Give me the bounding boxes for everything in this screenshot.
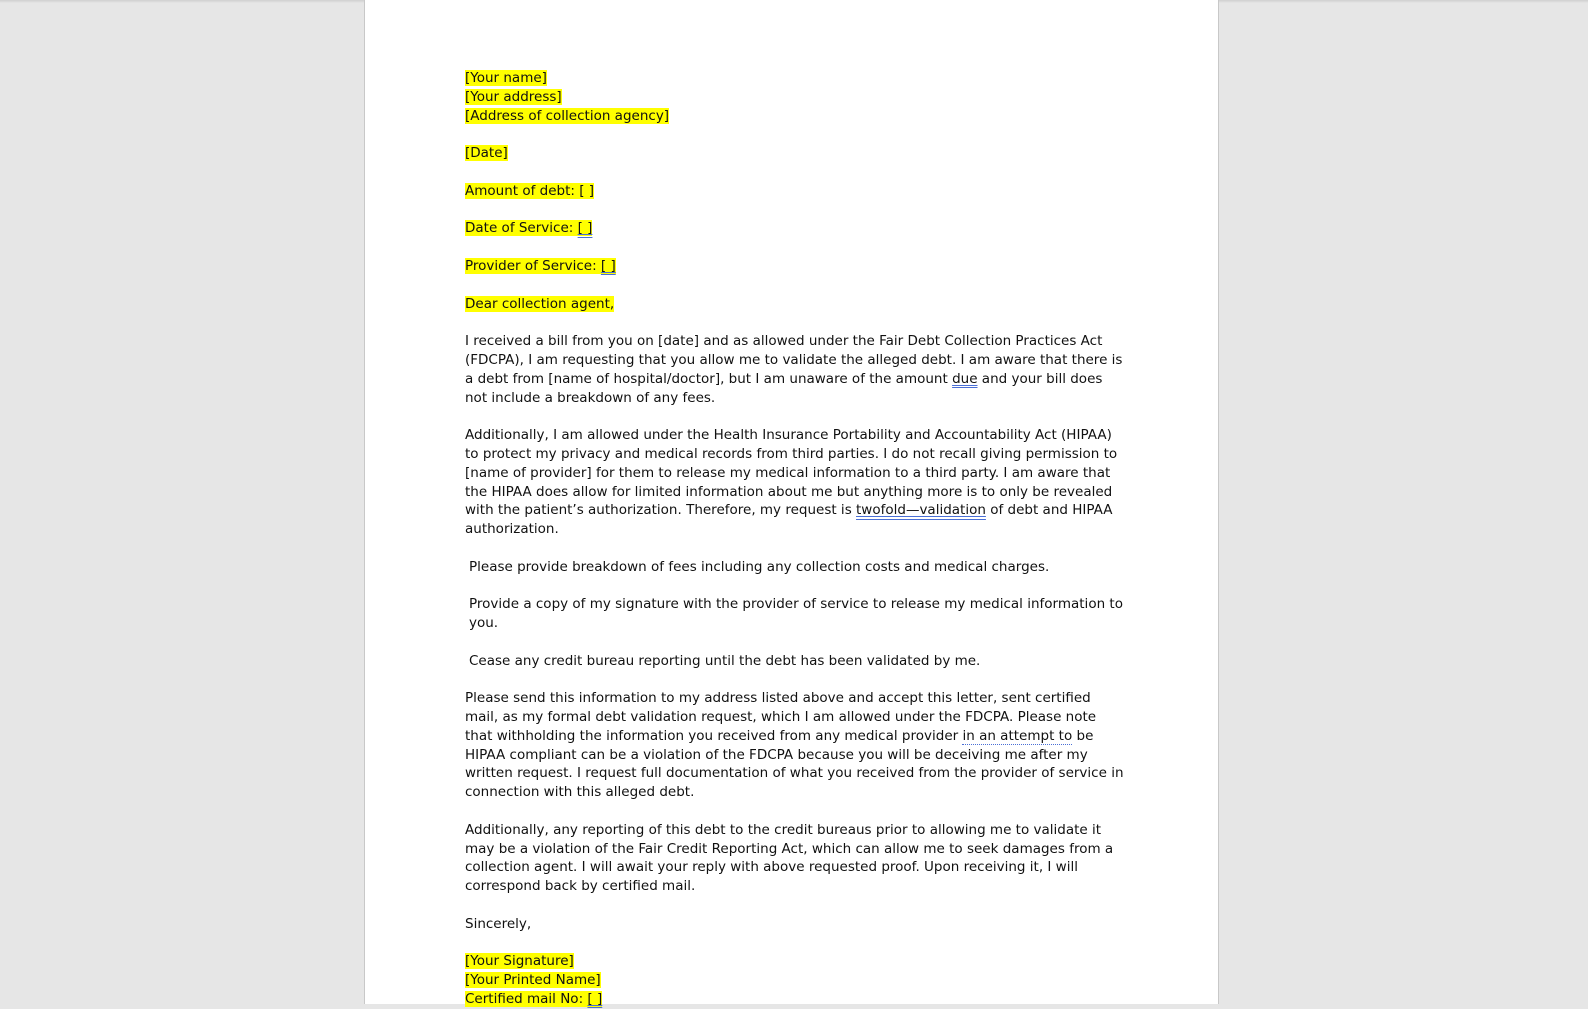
provider-label: Provider of Service: <box>465 257 601 274</box>
signature-field[interactable]: [Your Signature] <box>465 953 574 970</box>
paragraph-hipaa <box>465 426 1125 539</box>
paragraph-text: be HIPAA compliant can be a violation of the FDCPA because you will be deceiving me after my written request. I request full documentation of what you received from the provider of service in connection with this alleged debt. <box>465 727 1124 801</box>
proofing-flag-attempt[interactable]: in an attempt to <box>962 727 1073 744</box>
service-date-field[interactable]: [ ] <box>577 220 593 237</box>
document-page[interactable] <box>364 0 1219 1008</box>
amount-field[interactable]: [ ] <box>579 182 595 199</box>
document-body[interactable] <box>465 69 1125 1009</box>
your-name-field[interactable]: [Your name] <box>465 70 547 86</box>
proofing-flag-twofold[interactable]: twofold—validation <box>856 502 986 519</box>
paragraph-text: Additionally, I am allowed under the Health Insurance Portability and Accountability Act (HIPAA) to protect my privacy and medical records from third parties. I do not recall giving permission to [name of provider] for them to release my medical information to a third party. I am aware that the HIPAA does allow for limited information about me but anything more is to only be revealed with the patient’s authorization. Therefore, my request is <box>465 427 1118 519</box>
certified-mail-line <box>465 990 1125 1009</box>
amount-line <box>465 182 1125 201</box>
salutation: Dear collection agent, <box>465 295 615 312</box>
request-signature-copy: Provide a copy of my signature with the provider of service to release my medical information to you. <box>469 596 1123 632</box>
your-address-field[interactable]: [Your address] <box>465 88 562 105</box>
provider-line <box>465 257 1125 276</box>
paragraph-text: Please send this information to my address listed above and accept this letter, sent certified mail, as my formal debt validation request, which I am allowed under the FDCPA. Please note that withholding the information you received from any medical provider <box>465 690 1097 744</box>
request-cease-reporting: Cease any credit bureau reporting until the debt has been validated by me. <box>469 652 981 669</box>
request-fee-breakdown: Please provide breakdown of fees including any collection costs and medical charges. <box>469 558 1050 575</box>
service-date-label: Date of Service: <box>465 220 578 237</box>
certified-mail-label: Certified mail No: <box>465 991 588 1008</box>
sign-off: Sincerely, <box>465 915 532 932</box>
proofing-flag-due[interactable]: due <box>952 370 978 387</box>
printed-name-field[interactable]: [Your Printed Name] <box>465 972 601 989</box>
agency-address-field[interactable]: [Address of collection agency] <box>465 107 670 124</box>
provider-field[interactable]: [ ] <box>600 257 616 274</box>
certified-mail-field[interactable]: [ ] <box>587 991 603 1008</box>
paragraph-credit-reporting: Additionally, any reporting of this debt to the credit bureaus prior to allowing me to validate it may be a violation of the Fair Credit Reporting Act, which can allow me to seek damages from a collection agent. I will await your reply with above requested proof. Upon receiving it, I will correspond back by certified mail. <box>465 821 1114 895</box>
paragraph-text: I received a bill from you on [date] and as allowed under the Fair Debt Collection Practices Act (FDCPA), I am requesting that you allow me to validate the alleged debt. I am aware that there is a debt from [name of hospital/doctor], but I am unaware of the amount <box>465 333 1123 387</box>
signature-block <box>465 952 1125 1008</box>
paragraph-text: of debt and HIPAA authorization. <box>465 502 1113 538</box>
sender-block <box>465 69 1125 125</box>
paragraph-bill-received <box>465 332 1125 407</box>
paragraph-text: and your bill does not include a breakdown of any fees. <box>465 370 1103 406</box>
paragraph-send-information <box>465 689 1125 802</box>
amount-label: Amount of debt: <box>465 182 580 199</box>
service-date-line <box>465 219 1125 238</box>
date-field[interactable]: [Date] <box>465 145 508 162</box>
